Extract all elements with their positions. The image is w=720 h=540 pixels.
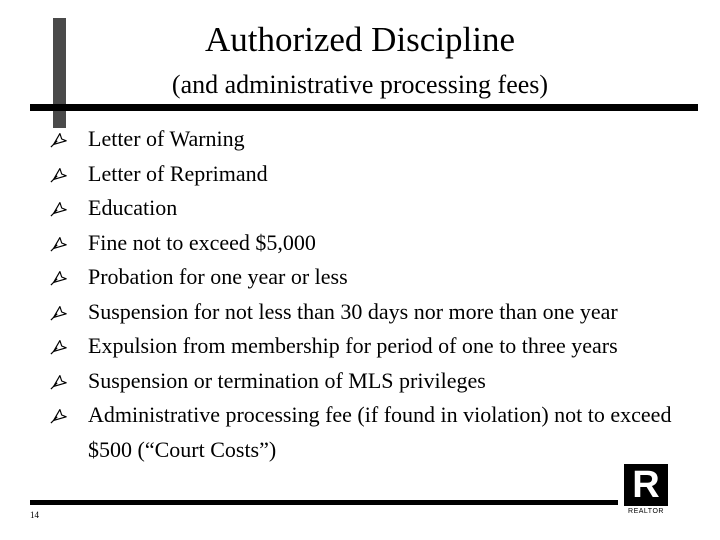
open-star-icon xyxy=(50,260,88,295)
bullet-item xyxy=(50,329,690,364)
bullet-item xyxy=(50,364,690,399)
bullet-text: Probation for one year or less xyxy=(88,264,348,289)
bullet-text: Education xyxy=(88,195,178,220)
bullet-text: Administrative processing fee (if found in violation) not to exceed $500 (“Court Costs”) xyxy=(88,402,672,462)
bullet-item xyxy=(50,122,690,157)
logo-block xyxy=(624,464,668,506)
open-star-icon xyxy=(50,191,88,226)
slide-subtitle: (and administrative processing fees) xyxy=(171,70,549,99)
open-star-icon xyxy=(50,329,88,364)
bullet-text: Letter of Reprimand xyxy=(88,160,268,186)
bullet-list xyxy=(50,122,690,467)
slide-title: Authorized Discipline xyxy=(204,20,516,59)
bullet-text: Expulsion from membership for period of one to three years xyxy=(88,333,618,358)
realtor-logo-icon xyxy=(622,464,670,518)
open-star-icon xyxy=(50,157,88,192)
bullet-text: Suspension for not less than 30 days nor more than one year xyxy=(88,298,618,324)
bullet-item xyxy=(50,260,690,295)
open-star-icon xyxy=(50,226,88,261)
bullet-item xyxy=(50,295,690,330)
open-star-icon xyxy=(50,122,88,157)
footer-divider xyxy=(30,500,618,505)
bullet-text: Letter of Warning xyxy=(88,126,245,151)
open-star-icon xyxy=(50,295,88,330)
bullet-item xyxy=(50,226,690,261)
bullet-item xyxy=(50,157,690,192)
bullet-item xyxy=(50,398,690,467)
logo-letter: R xyxy=(632,464,660,506)
page-number: 14 xyxy=(30,510,39,520)
open-star-icon xyxy=(50,364,88,399)
logo-wordmark: REALTOR xyxy=(628,508,664,515)
bullet-item xyxy=(50,191,690,226)
bullet-text: Fine not to exceed $5,000 xyxy=(88,229,316,255)
open-star-icon xyxy=(50,398,88,433)
title-divider xyxy=(30,104,698,111)
bullet-text: Suspension or termination of MLS privileges xyxy=(88,367,486,393)
